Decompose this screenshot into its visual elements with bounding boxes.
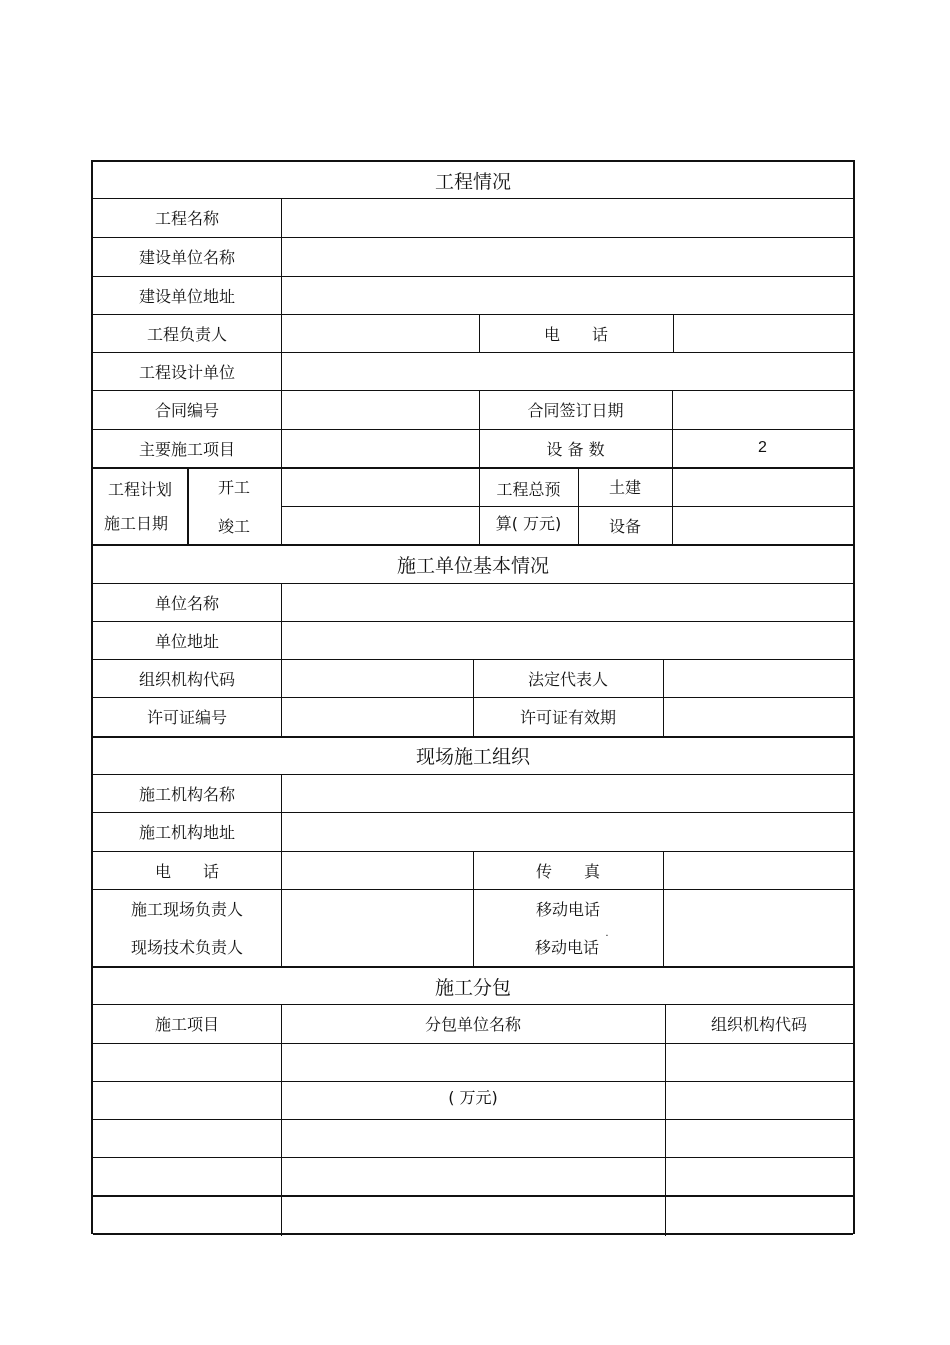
label-project-manager: 工程负责人 [146, 324, 227, 344]
label-budget-line2: 算( 万元) [495, 513, 562, 533]
value-designer[interactable] [281, 352, 853, 390]
value-site-org-address[interactable] [281, 812, 853, 851]
value-project-name[interactable] [281, 198, 853, 237]
label-site-org-address: 施工机构地址 [138, 823, 235, 842]
value-project-manager[interactable] [281, 314, 479, 352]
label-main-items: 主要施工项目 [138, 439, 235, 459]
value-unit-name[interactable] [281, 583, 853, 621]
header-sub-name: 分包单位名称 [424, 1015, 521, 1034]
section-title-contractor: 施工单位基本情况 [396, 554, 549, 577]
subcontract-cell[interactable] [93, 1081, 281, 1119]
value-fax[interactable] [663, 851, 853, 889]
label-license-validity: 许可证有效期 [519, 708, 616, 727]
value-site-org-name[interactable] [281, 774, 853, 812]
label-finish: 竣工 [217, 516, 250, 536]
header-org-code: 组织机构代码 [710, 1015, 807, 1034]
label-plan-date-line2: 施工日期 [103, 513, 168, 533]
value-unit-address[interactable] [281, 621, 853, 659]
subcontract-cell[interactable] [281, 1119, 665, 1157]
label-site-org-name: 施工机构名称 [138, 784, 235, 804]
subcontract-cell[interactable] [665, 1043, 853, 1081]
subcontract-cell[interactable] [93, 1157, 281, 1195]
value-phone[interactable] [673, 314, 853, 352]
value-tech-manager[interactable] [281, 927, 473, 966]
label-budget-line1: 工程总预 [496, 479, 561, 499]
subcontract-cell[interactable] [281, 1157, 665, 1195]
label-unit-name: 单位名称 [154, 593, 219, 613]
label-start: 开工 [217, 478, 250, 497]
value-license-validity[interactable] [663, 697, 853, 736]
label-site-manager: 施工现场负责人 [130, 899, 243, 919]
label-project-name: 工程名称 [154, 209, 219, 228]
subcontract-cell[interactable] [281, 1196, 665, 1234]
value-equipment[interactable] [672, 506, 853, 544]
construction-info-form [91, 160, 855, 1234]
subcontract-cell[interactable] [93, 1196, 281, 1234]
header-item: 施工项目 [154, 1015, 219, 1034]
value-start-date[interactable] [281, 467, 479, 506]
subcontract-cell[interactable] [665, 1081, 853, 1119]
value-site-phone[interactable] [281, 851, 473, 889]
label-equipment-count: 设 备 数 [546, 439, 605, 459]
value-owner-address[interactable] [281, 276, 853, 314]
value-contract-no[interactable] [281, 390, 479, 429]
subcontract-cell[interactable] [93, 1043, 281, 1081]
label-plan-date-line1: 工程计划 [107, 479, 172, 499]
row-line [93, 1234, 853, 1235]
subcontract-cell[interactable] [665, 1157, 853, 1195]
value-legal-rep[interactable] [663, 659, 853, 697]
label-contract-date: 合同签订日期 [527, 401, 624, 420]
dot-mark: · [605, 930, 609, 942]
value-finish-date[interactable] [281, 506, 479, 544]
label-mobile-2: 移动电话 [534, 938, 599, 957]
subcontract-cell[interactable] [665, 1119, 853, 1157]
label-legal-rep: 法定代表人 [527, 669, 608, 689]
value-main-items[interactable] [281, 429, 479, 467]
label-equipment: 设备 [608, 516, 641, 536]
section-title-project: 工程情况 [434, 170, 511, 193]
label-unit-address: 单位地址 [154, 631, 219, 651]
value-mobile-1[interactable] [663, 889, 853, 927]
label-owner-name: 建设单位名称 [138, 248, 235, 267]
value-equipment-count[interactable]: 2 [758, 439, 767, 456]
label-org-code: 组织机构代码 [138, 669, 235, 689]
value-org-code[interactable] [281, 659, 473, 697]
subcontract-cell[interactable] [281, 1043, 665, 1081]
label-tech-manager: 现场技术负责人 [130, 938, 243, 957]
label-license-no: 许可证编号 [146, 708, 227, 727]
label-mobile-1: 移动电话 [535, 899, 600, 919]
subcontract-cell[interactable] [665, 1196, 853, 1234]
label-contract-no: 合同编号 [154, 401, 219, 420]
label-designer: 工程设计单位 [138, 362, 235, 382]
label-phone: 电 话 [543, 324, 608, 344]
value-owner-name[interactable] [281, 237, 853, 276]
subcontract-cell[interactable] [93, 1119, 281, 1157]
label-fax: 传 真 [535, 861, 600, 881]
unit-note: ( 万元) [448, 1087, 498, 1107]
label-site-phone: 电 话 [154, 861, 219, 881]
value-license-no[interactable] [281, 697, 473, 736]
label-owner-address: 建设单位地址 [138, 286, 235, 306]
value-mobile-2[interactable] [663, 927, 853, 966]
label-civil: 土建 [608, 478, 641, 497]
value-contract-date[interactable] [672, 390, 853, 429]
section-title-site: 现场施工组织 [415, 746, 530, 768]
value-site-manager[interactable] [281, 889, 473, 927]
section-title-subcontract: 施工分包 [434, 976, 511, 999]
value-civil[interactable] [672, 467, 853, 506]
